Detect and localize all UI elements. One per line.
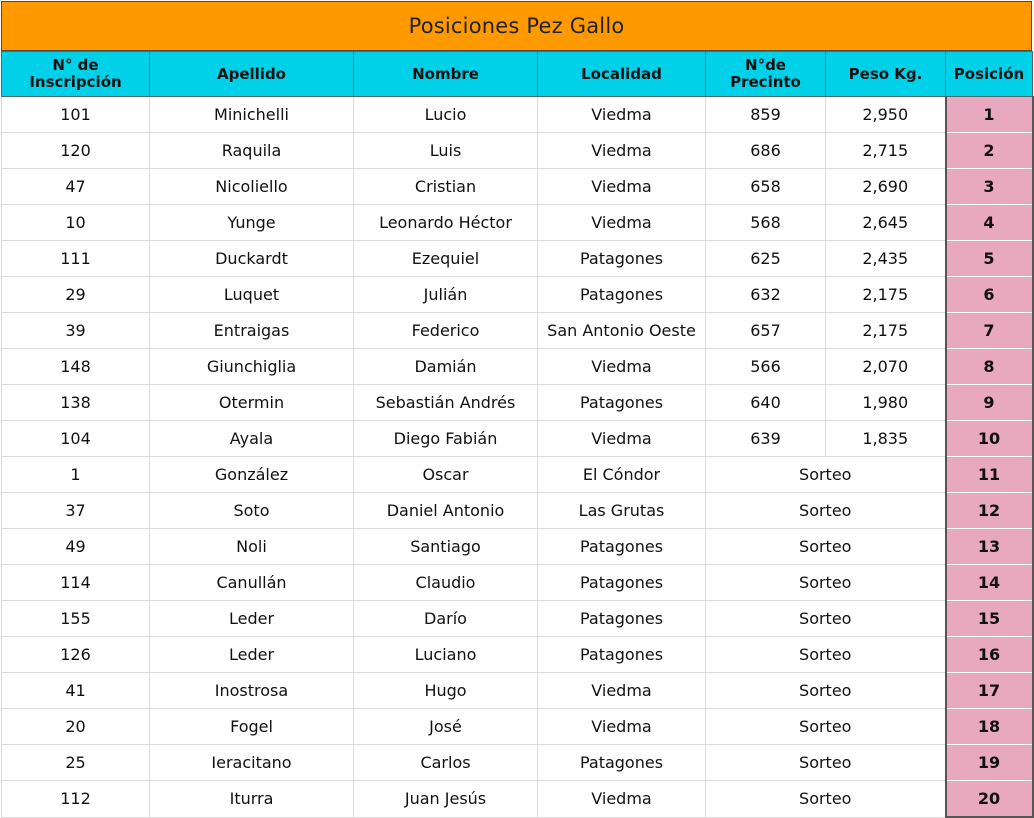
cell-posicion: 8 [946,349,1033,385]
cell-inscripcion: 138 [2,385,150,421]
cell-nombre: Oscar [354,457,538,493]
cell-apellido: Noli [150,529,354,565]
cell-sorteo: Sorteo [706,709,946,745]
cell-posicion: 20 [946,781,1033,818]
cell-precinto: 566 [706,349,826,385]
cell-inscripcion: 25 [2,745,150,781]
cell-apellido: Iturra [150,781,354,818]
cell-sorteo: Sorteo [706,565,946,601]
cell-localidad: Patagones [538,637,706,673]
cell-apellido: Leder [150,637,354,673]
cell-apellido: Fogel [150,709,354,745]
cell-sorteo: Sorteo [706,493,946,529]
header-precinto-line2: Precinto [730,73,801,91]
cell-peso: 2,175 [826,277,946,313]
cell-peso: 2,950 [826,97,946,133]
cell-posicion: 10 [946,421,1033,457]
table-row [2,493,1033,529]
cell-posicion: 11 [946,457,1033,493]
header-peso: Peso Kg. [826,52,946,97]
cell-peso: 1,835 [826,421,946,457]
table-row [2,457,1033,493]
cell-inscripcion: 49 [2,529,150,565]
header-nombre: Nombre [354,52,538,97]
cell-apellido: Yunge [150,205,354,241]
cell-localidad: Viedma [538,781,706,818]
cell-localidad: Patagones [538,565,706,601]
cell-posicion: 3 [946,169,1033,205]
cell-posicion: 7 [946,313,1033,349]
cell-peso: 1,980 [826,385,946,421]
header-apellido: Apellido [150,52,354,97]
cell-inscripcion: 10 [2,205,150,241]
cell-inscripcion: 120 [2,133,150,169]
cell-localidad: Viedma [538,421,706,457]
cell-localidad: Patagones [538,745,706,781]
table-row [2,313,1033,349]
cell-nombre: Cristian [354,169,538,205]
cell-localidad: Viedma [538,169,706,205]
cell-localidad: Patagones [538,277,706,313]
cell-nombre: Daniel Antonio [354,493,538,529]
cell-peso: 2,690 [826,169,946,205]
cell-apellido: Ayala [150,421,354,457]
cell-peso: 2,435 [826,241,946,277]
cell-inscripcion: 114 [2,565,150,601]
cell-localidad: Patagones [538,385,706,421]
cell-sorteo: Sorteo [706,673,946,709]
header-precinto-line1: N°de [745,56,786,74]
table-row [2,709,1033,745]
cell-localidad: San Antonio Oeste [538,313,706,349]
cell-nombre: Juan Jesús [354,781,538,818]
cell-localidad: Viedma [538,97,706,133]
cell-posicion: 16 [946,637,1033,673]
cell-posicion: 4 [946,205,1033,241]
positions-table [1,51,1034,818]
cell-apellido: Canullán [150,565,354,601]
cell-inscripcion: 20 [2,709,150,745]
cell-nombre: Leonardo Héctor [354,205,538,241]
cell-nombre: Julián [354,277,538,313]
header-inscripcion-line2: Inscripción [29,73,122,91]
header-inscripcion [2,52,150,97]
cell-inscripcion: 104 [2,421,150,457]
cell-apellido: Ieracitano [150,745,354,781]
sheet-title: Posiciones Pez Gallo [1,1,1032,51]
cell-sorteo: Sorteo [706,745,946,781]
table-row [2,637,1033,673]
cell-inscripcion: 47 [2,169,150,205]
cell-posicion: 18 [946,709,1033,745]
cell-apellido: Nicoliello [150,169,354,205]
cell-nombre: Carlos [354,745,538,781]
cell-peso: 2,070 [826,349,946,385]
cell-precinto: 568 [706,205,826,241]
cell-localidad: Viedma [538,205,706,241]
cell-posicion: 6 [946,277,1033,313]
table-row [2,385,1033,421]
cell-localidad: Viedma [538,349,706,385]
cell-precinto: 639 [706,421,826,457]
cell-apellido: Raquila [150,133,354,169]
table-row [2,745,1033,781]
cell-posicion: 15 [946,601,1033,637]
cell-inscripcion: 148 [2,349,150,385]
table-row [2,169,1033,205]
cell-localidad: Patagones [538,601,706,637]
table-row [2,97,1033,133]
cell-posicion: 9 [946,385,1033,421]
cell-sorteo: Sorteo [706,457,946,493]
cell-posicion: 19 [946,745,1033,781]
cell-apellido: Entraigas [150,313,354,349]
cell-nombre: Hugo [354,673,538,709]
header-localidad: Localidad [538,52,706,97]
table-row [2,601,1033,637]
table-row [2,241,1033,277]
cell-localidad: El Cóndor [538,457,706,493]
table-row [2,565,1033,601]
cell-inscripcion: 1 [2,457,150,493]
cell-nombre: Claudio [354,565,538,601]
cell-inscripcion: 126 [2,637,150,673]
header-row [2,52,1033,97]
cell-precinto: 686 [706,133,826,169]
cell-nombre: Federico [354,313,538,349]
cell-precinto: 625 [706,241,826,277]
cell-sorteo: Sorteo [706,529,946,565]
cell-peso: 2,715 [826,133,946,169]
cell-localidad: Las Grutas [538,493,706,529]
table-row [2,205,1033,241]
cell-nombre: Luciano [354,637,538,673]
cell-posicion: 12 [946,493,1033,529]
cell-peso: 2,175 [826,313,946,349]
cell-apellido: Otermin [150,385,354,421]
cell-nombre: Diego Fabián [354,421,538,457]
cell-peso: 2,645 [826,205,946,241]
cell-posicion: 14 [946,565,1033,601]
cell-precinto: 658 [706,169,826,205]
header-posicion: Posición [946,52,1033,97]
cell-precinto: 632 [706,277,826,313]
cell-nombre: Sebastián Andrés [354,385,538,421]
cell-apellido: Soto [150,493,354,529]
cell-nombre: Lucio [354,97,538,133]
cell-apellido: Luquet [150,277,354,313]
cell-apellido: Minichelli [150,97,354,133]
cell-inscripcion: 41 [2,673,150,709]
cell-apellido: Inostrosa [150,673,354,709]
cell-sorteo: Sorteo [706,781,946,818]
cell-posicion: 1 [946,97,1033,133]
table-row [2,277,1033,313]
cell-localidad: Viedma [538,133,706,169]
header-precinto [706,52,826,97]
cell-posicion: 13 [946,529,1033,565]
cell-inscripcion: 37 [2,493,150,529]
cell-nombre: Luis [354,133,538,169]
cell-inscripcion: 101 [2,97,150,133]
cell-inscripcion: 39 [2,313,150,349]
cell-inscripcion: 112 [2,781,150,818]
cell-inscripcion: 111 [2,241,150,277]
cell-localidad: Viedma [538,709,706,745]
cell-apellido: Duckardt [150,241,354,277]
cell-localidad: Patagones [538,241,706,277]
cell-localidad: Patagones [538,529,706,565]
cell-posicion: 5 [946,241,1033,277]
cell-nombre: Ezequiel [354,241,538,277]
cell-nombre: Darío [354,601,538,637]
cell-apellido: Leder [150,601,354,637]
cell-posicion: 17 [946,673,1033,709]
cell-sorteo: Sorteo [706,601,946,637]
table-row [2,529,1033,565]
header-inscripcion-line1: N° de [52,56,99,74]
cell-precinto: 657 [706,313,826,349]
table-row [2,781,1033,818]
table-row [2,349,1033,385]
cell-nombre: Santiago [354,529,538,565]
cell-precinto: 640 [706,385,826,421]
cell-posicion: 2 [946,133,1033,169]
cell-inscripcion: 155 [2,601,150,637]
table-row [2,421,1033,457]
cell-localidad: Viedma [538,673,706,709]
cell-nombre: Damián [354,349,538,385]
cell-nombre: José [354,709,538,745]
cell-apellido: Giunchiglia [150,349,354,385]
cell-inscripcion: 29 [2,277,150,313]
cell-apellido: González [150,457,354,493]
cell-sorteo: Sorteo [706,637,946,673]
table-row [2,133,1033,169]
cell-precinto: 859 [706,97,826,133]
table-row [2,673,1033,709]
